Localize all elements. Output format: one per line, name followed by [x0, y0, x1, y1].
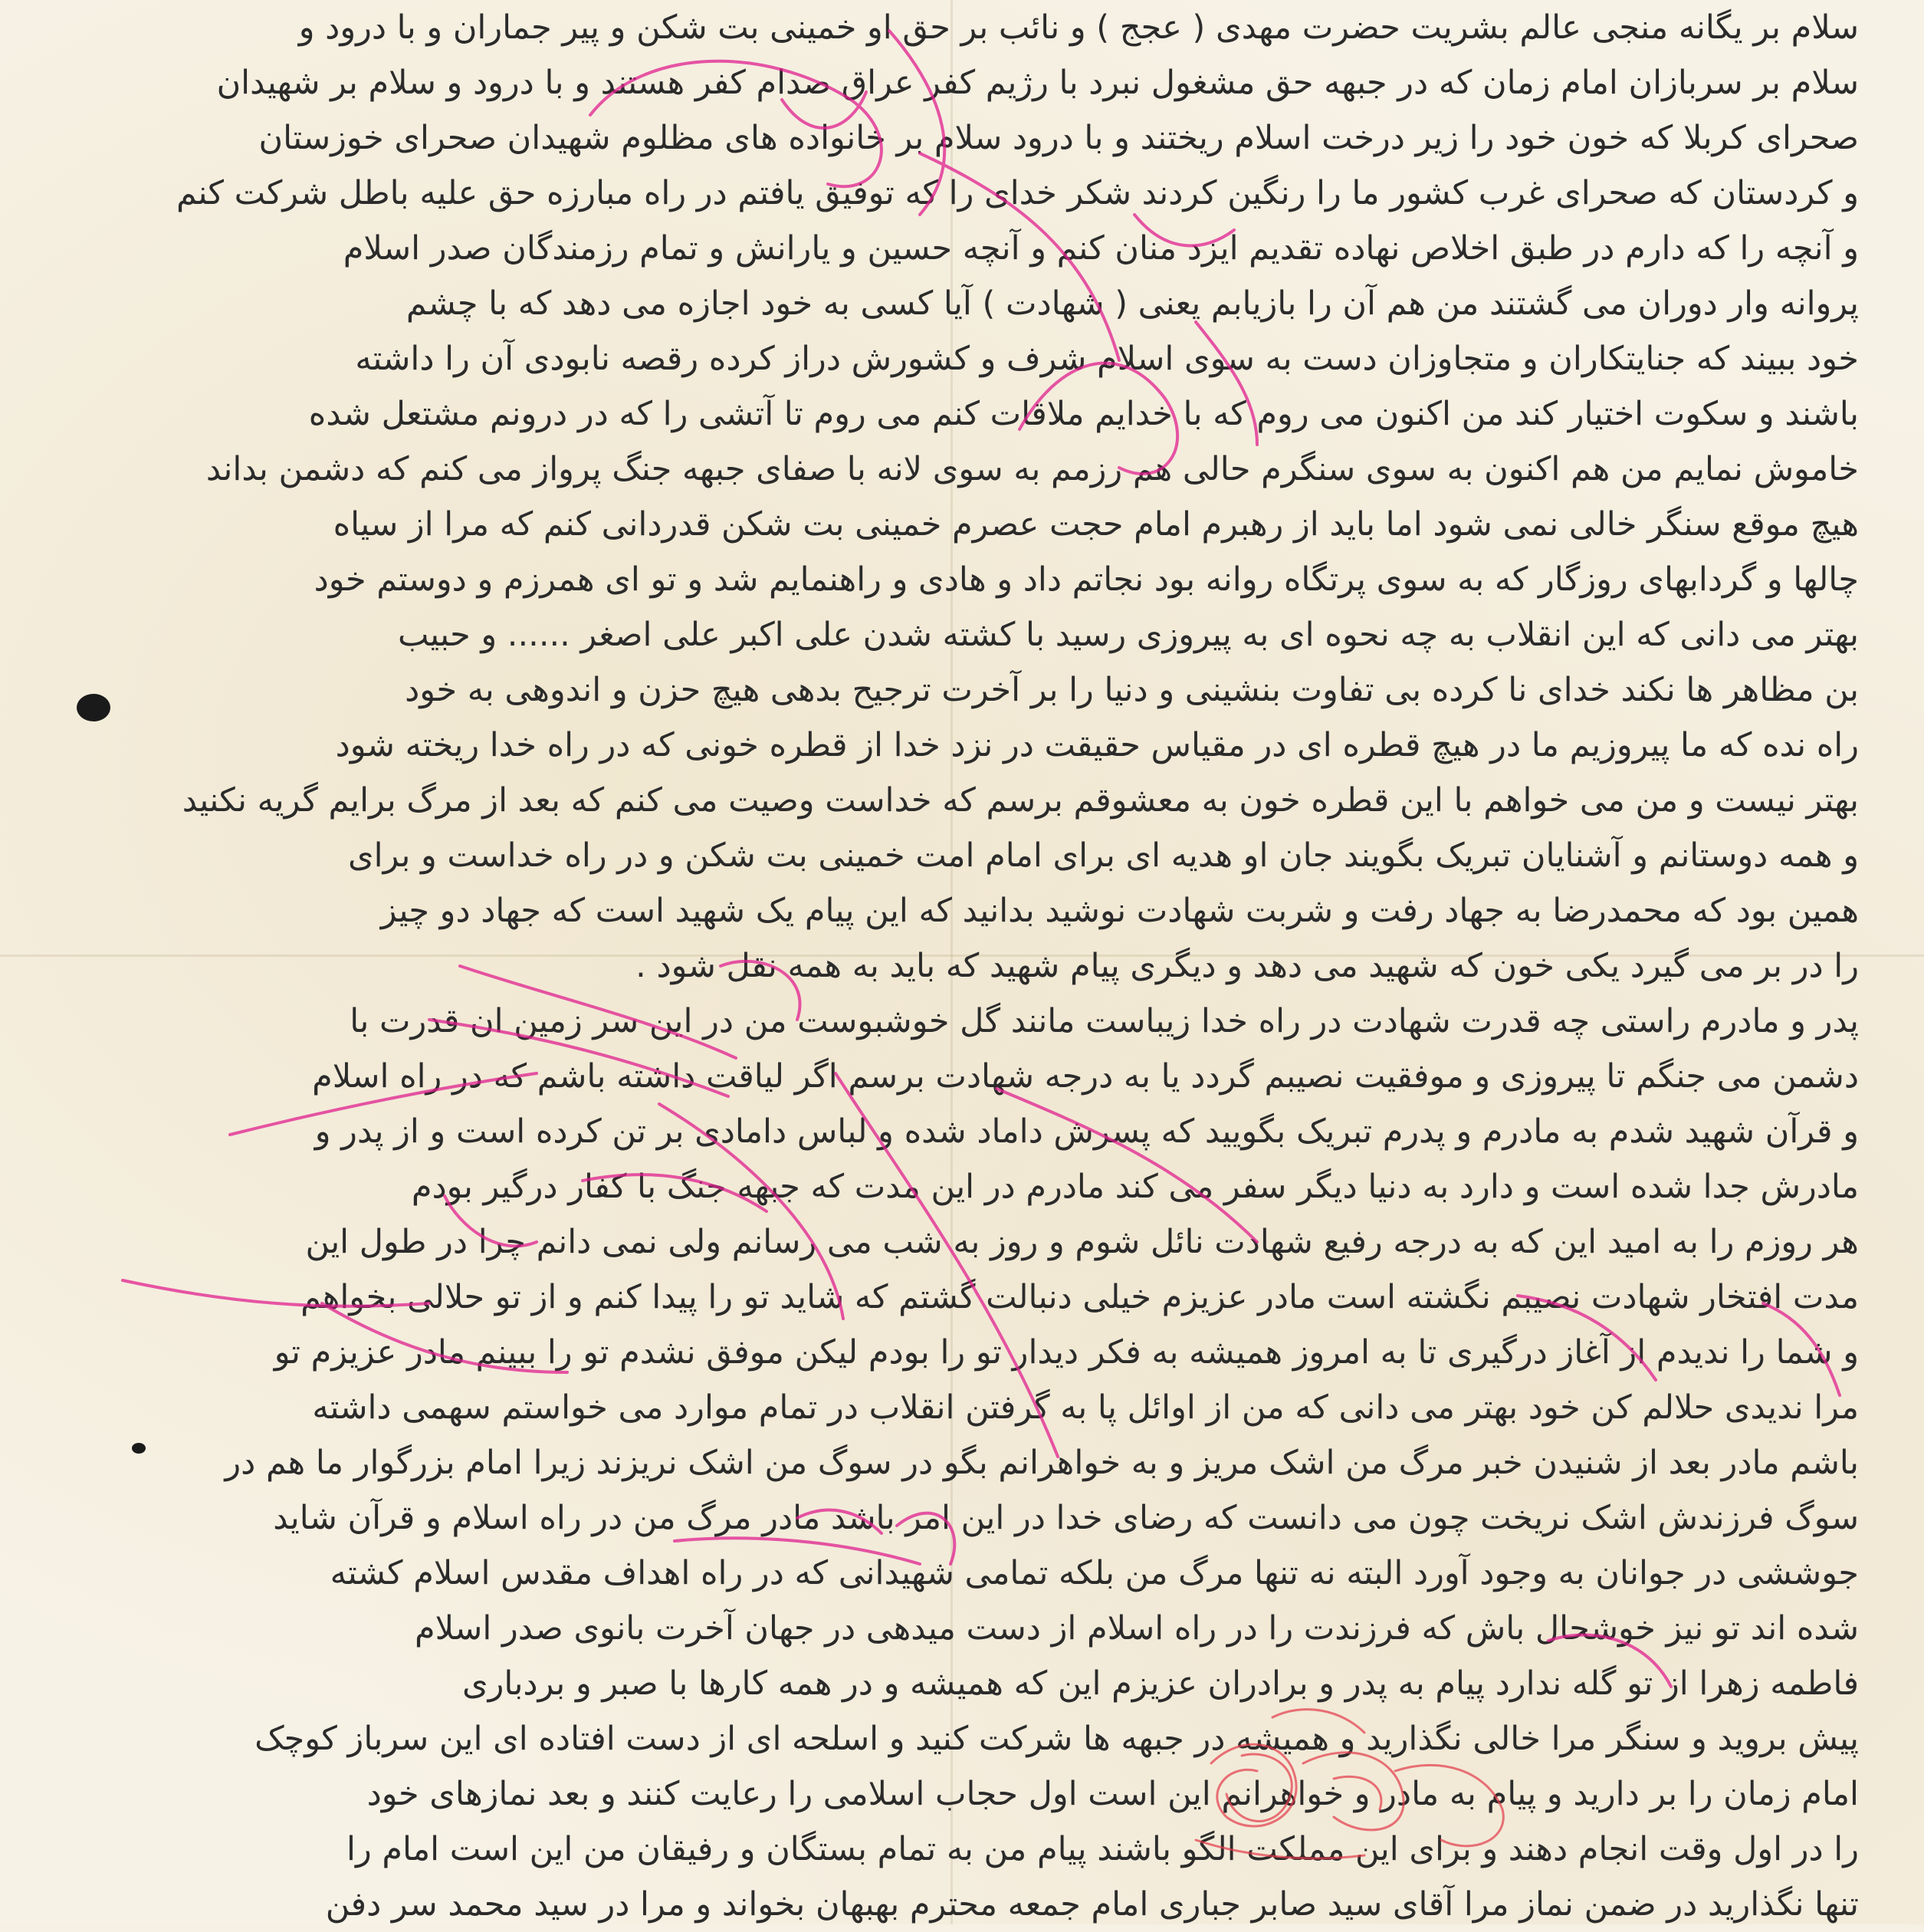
letter-line: و کردستان که صحرای غرب کشور ما را رنگین کردند شکر خدای را که توفیق یافتم در راه مبارزه حق علیه باطل شرکت کنم: [176, 174, 1859, 212]
letter-line: خاموش نمایم من هم اکنون به سوی سنگرم حالی هم رزمم به سوی لانه با صفای جبهه جنگ پرواز می کنم که دشمن بداند: [205, 450, 1859, 488]
ink-blot: [132, 1443, 146, 1454]
letter-line: باشند و سکوت اختیار کند من اکنون می روم که با خدایم ملاقات کنم می روم تا آتشی را که در درونم مشتعل شده: [308, 395, 1859, 433]
letter-line: راه نده که ما پیروزیم ما در هیچ قطره ای در مقیاس حقیقت در نزد خدا از قطره خونی که در راه خدا ریخته شود: [335, 726, 1859, 764]
letter-line: تنها نگذارید در ضمن نماز مرا آقای سید صابر جباری امام جمعه محترم بهبهان بخواند و مرا در سید محمد سر دفن: [325, 1885, 1859, 1924]
letter-line: شده اند تو نیز خوشحال باش که فرزندت را در راه اسلام از دست میدهی در جهان آخرت بانوی صدر اسلام: [415, 1609, 1859, 1648]
letter-line: سلام بر سربازان امام زمان که در جبهه حق مشغول نبرد با رژیم کفر عراق صدام کفر هستند و با درود و سلام بر شهیدان: [216, 64, 1859, 102]
letter-line: سوگ فرزندش اشک نریخت چون می دانست که رضای خدا در این امر باشد مادر مرگ من در راه اسلام و قرآن شاید: [273, 1499, 1859, 1537]
letter-line: چالها و گردابهای روزگار که به سوی پرتگاه روانه بود نجاتم داد و هادی و راهنمایم شد و تو ای همرزم و دوستم خود: [314, 560, 1859, 599]
letter-line: و همه دوستانم و آشنایان تبریک بگویند جان او هدیه ای برای امام امت خمینی بت شکن و در راه خداست و برای: [347, 836, 1859, 875]
letter-line: امام زمان را بر دارید و پیام به مادر و خواهرانم این است اول حجاب اسلامی را رعایت کنند و بعد نمازهای خود: [366, 1775, 1859, 1813]
letter-line: و قرآن شهید شدم به مادرم و پدرم تبریک بگویید که پسرش داماد شده و لباس دامادی بر تن کرده است و از پدر و: [314, 1112, 1859, 1151]
letter-line: بهتر می دانی که این انقلاب به چه نحوه ای به پیروزی رسید با کشته شدن علی اکبر علی اصغر ...... و حبیب: [397, 616, 1859, 654]
letter-line: خود ببیند که جنایتکاران و متجاوزان دست به سوی اسلام شرف و کشورش دراز کرده رقصه نابودی آن را داشته: [355, 340, 1859, 378]
letter-line: پدر و مادرم راستی چه قدرت شهادت در راه خدا زیباست مانند گل خوشبوست من در این سر زمین ان قدرت با: [350, 1002, 1859, 1040]
letter-line: مادرش جدا شده است و دارد به دنیا دیگر سفر می کند مادرم در این مدت که جبهه جنگ با کفار درگیر بودم: [411, 1168, 1859, 1206]
ink-blot: [77, 694, 110, 721]
letter-line: را در اول وقت انجام دهند و برای این مملکت الگو باشند پیام من به تمام بستگان و رفیقان من این است امام را: [346, 1830, 1859, 1868]
letter-body: [73, 0, 1859, 1932]
letter-line: پروانه وار دوران می گشتند من هم آن را بازیابم یعنی ( شهادت ) آیا کسی به خود اجازه می دهد که با چشم: [405, 284, 1859, 323]
letter-line: دشمن می جنگم تا پیروزی و موفقیت نصیبم گردد یا به درجه شهادت برسم اگر لیاقت داشته باشم که در راه اسلام: [312, 1057, 1859, 1096]
letter-line: پیش بروید و سنگر مرا خالی نگذارید و همیشه در جبهه ها شرکت کنید و اسلحه ای از دست افتاده ای این سرباز کوچک: [254, 1720, 1859, 1758]
letter-line: و شما را ندیدم از آغاز درگیری تا به امروز همیشه به فکر دیدار تو را بودم لیکن موفق نشدم تو را ببینم مادر عزیزم تو: [274, 1333, 1859, 1372]
letter-line: صحرای کربلا که خون خود را زیر درخت اسلام ریختند و با درود سلام بر خانواده های مظلوم شهیدان صحرای خوزستان: [258, 119, 1859, 157]
letter-line: هیچ موقع سنگر خالی نمی شود اما باید از رهبرم امام حجت عصرم خمینی بت شکن قدردانی کنم که مرا از سیاه: [333, 505, 1859, 544]
letter-line: باشم مادر بعد از شنیدن خبر مرگ من اشک مریز و به خواهرانم بگو در سوگ من اشک نریزند زیرا امام بزرگوار ما هم در: [225, 1444, 1859, 1482]
letter-line: بن مظاهر ها نکند خدای نا کرده بی تفاوت بنشینی و دنیا را بر آخرت ترجیح بدهی هیچ حزن و اندوهی به خود: [405, 671, 1859, 709]
letter-line: مرا ندیدی حلالم کن خود بهتر می دانی که من از اوائل پا به گرفتن انقلاب در تمام موارد می خواستم سهمی داشته: [312, 1388, 1859, 1427]
letter-line: همین بود که محمدرضا به جهاد رفت و شربت شهادت نوشید بدانید که این پیام یک شهید است که جهاد دو چیز: [380, 892, 1859, 930]
letter-line: و آنچه را که دارم در طبق اخلاص نهاده تقدیم ایزد منان کنم و آنچه حسین و یارانش و تمام رزمندگان صدر اسلام: [343, 229, 1859, 268]
letter-line: هر روزم را به امید این که به درجه رفیع شهادت نائل شوم و روز به شب می رسانم ولی نمی دانم چرا در طول این: [305, 1223, 1859, 1261]
letter-line: جوششی در جوانان به وجود آورد البته نه تنها مرگ من بلکه تمامی شهیدانی که در راه اهداف مقدس اسلام کشته: [330, 1554, 1859, 1592]
letter-line: را در بر می گیرد یکی خون که شهید می دهد و دیگری پیام شهید که باید به همه نقل شود .: [635, 947, 1859, 985]
letter-line: مدت افتخار شهادت نصیبم نگشته است مادر عزیزم خیلی دنبالت گشتم که شاید تو را پیدا کنم و از تو حلالی بخواهم: [300, 1278, 1859, 1316]
letter-line: فاطمه زهرا از تو گله ندارد پیام به پدر و برادران عزیزم این که همیشه و در همه کارها با صبر و بردباری: [461, 1664, 1859, 1703]
letter-line: بهتر نیست و من می خواهم با این قطره خون به معشوقم برسم که خداست وصیت می کنم که بعد از مرگ برایم گریه نکنید: [182, 781, 1859, 820]
letter-line: سلام بر یگانه منجی عالم بشریت حضرت مهدی ( عجج ) و نائب بر حق او خمینی بت شکن و پیر جماران و با درود و: [298, 8, 1859, 47]
